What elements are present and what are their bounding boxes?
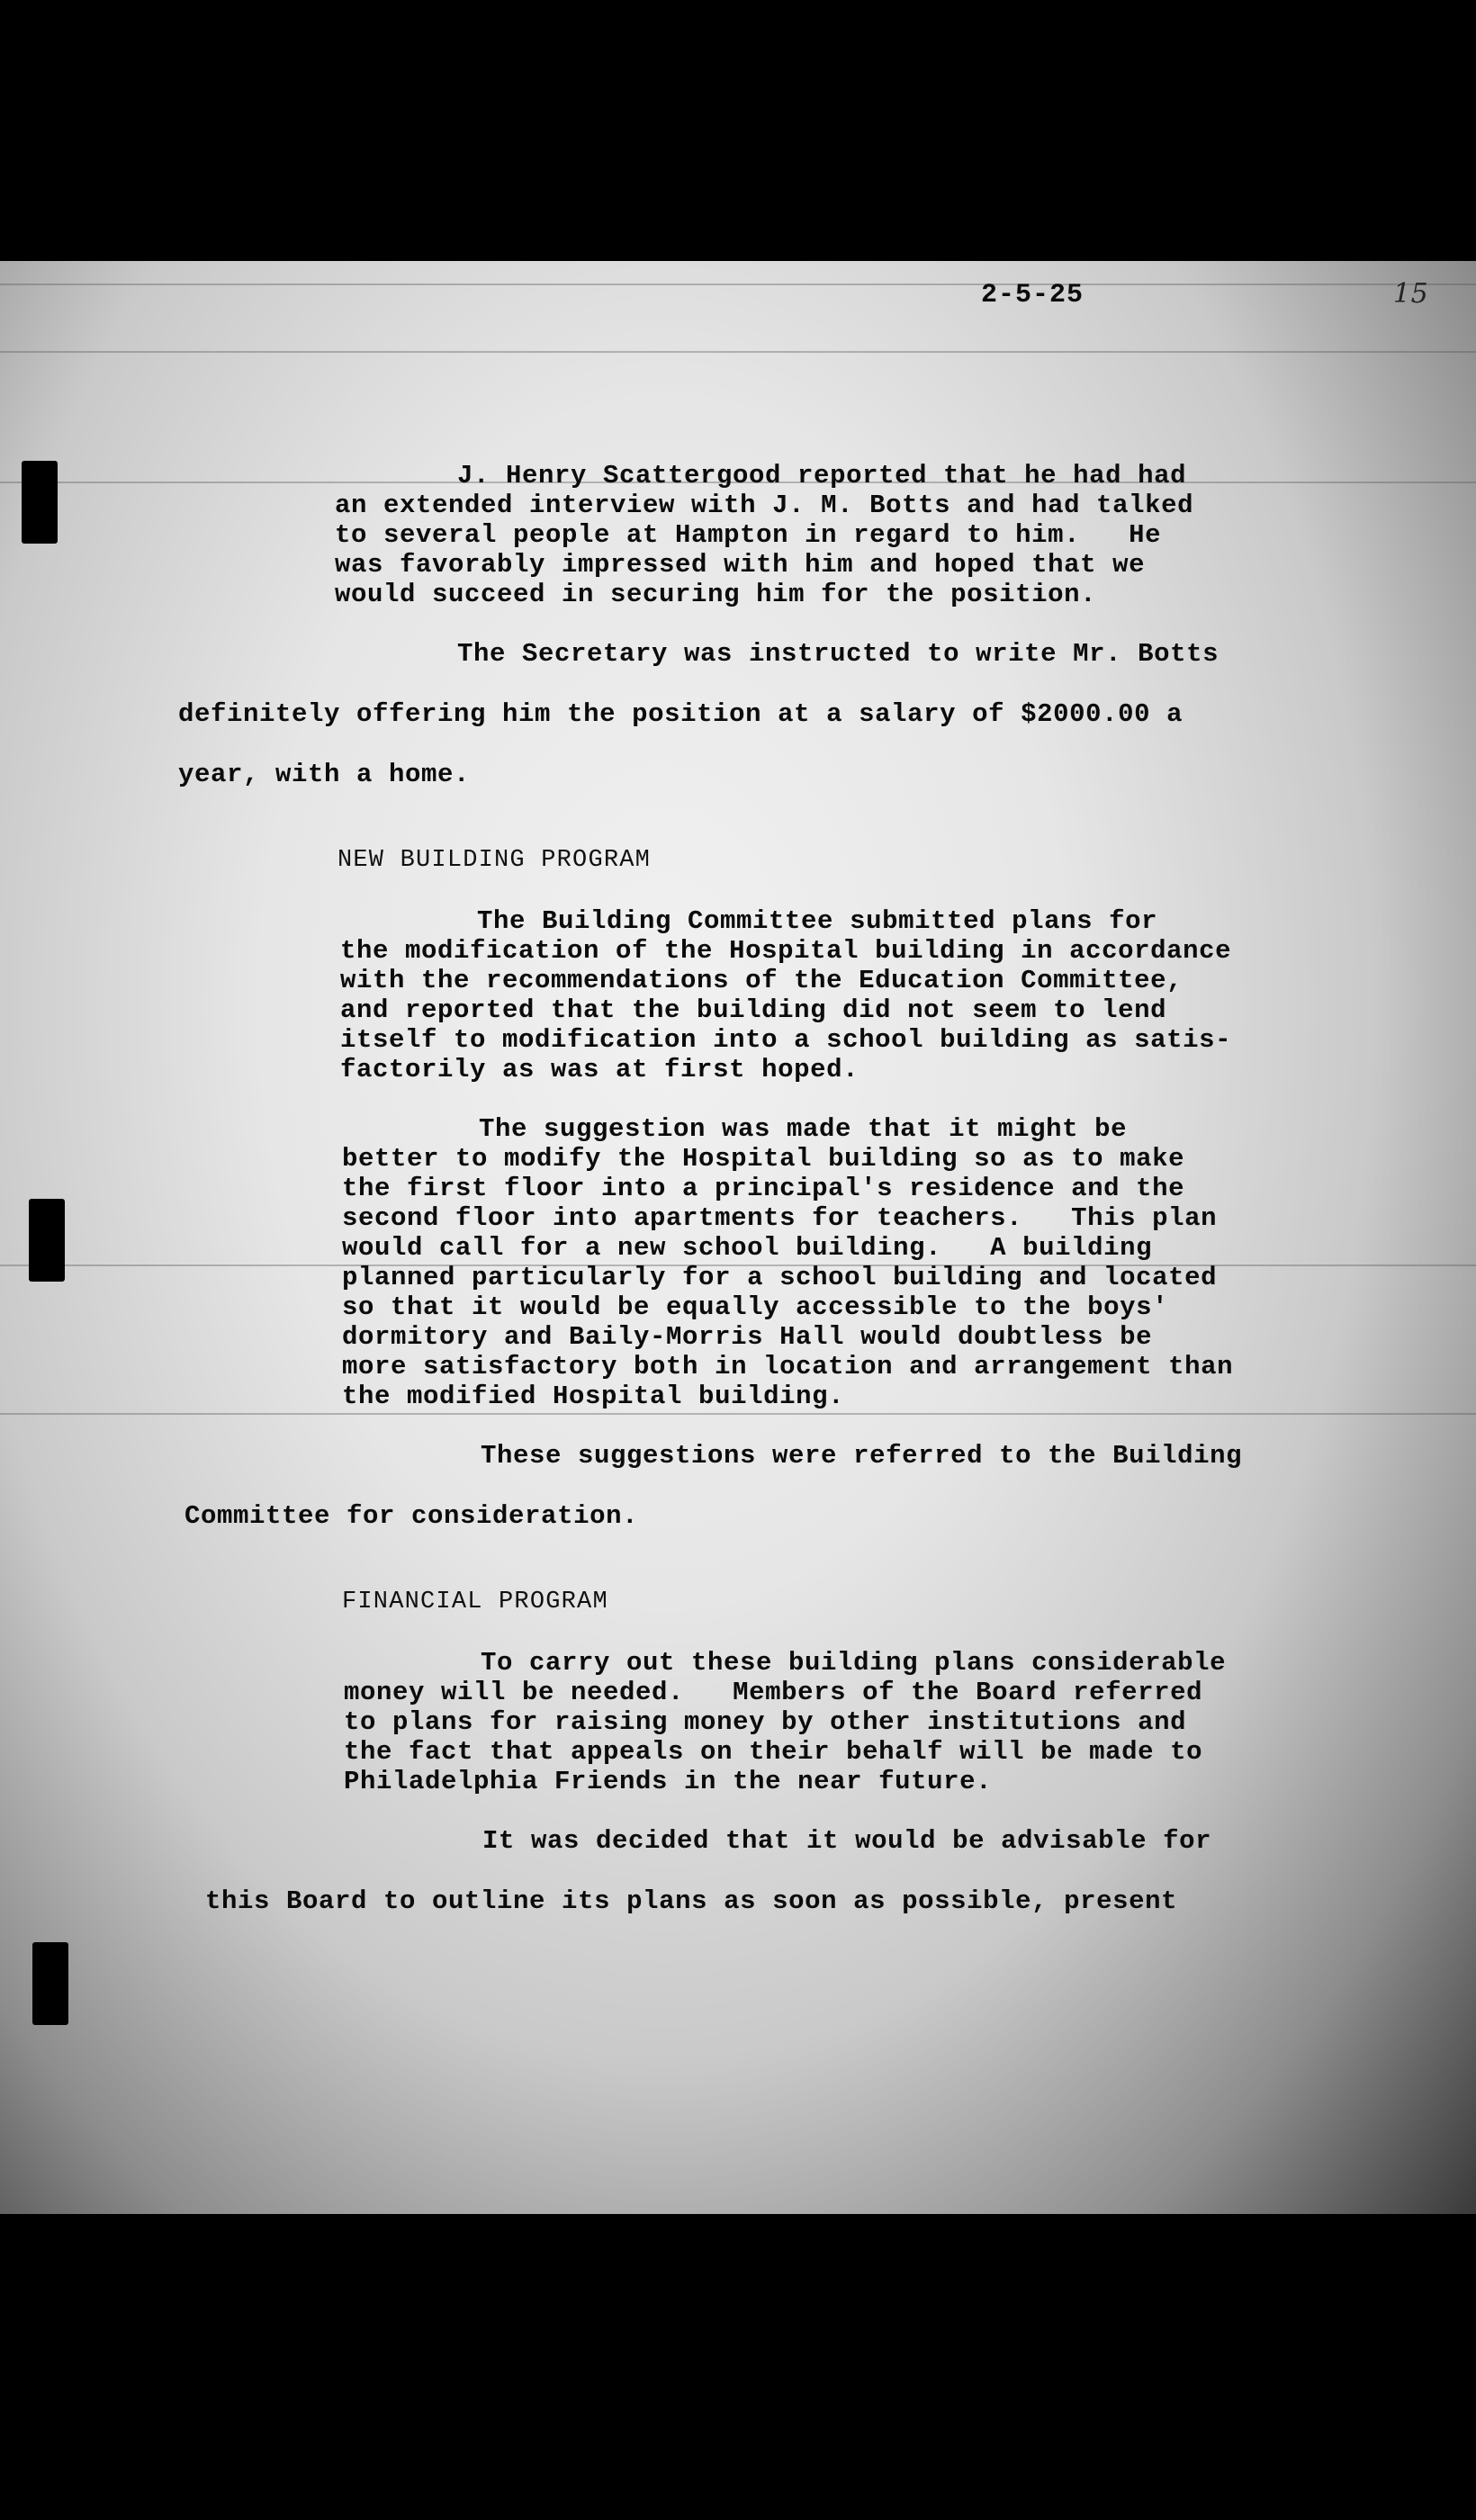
document-page (0, 261, 1476, 2214)
document-date: 2-5-25 (981, 280, 1084, 310)
scan-line (0, 1413, 1476, 1415)
scan-line (0, 351, 1476, 353)
scan-line (0, 284, 1476, 285)
text-line: To carry out these building plans considerable (481, 1648, 1227, 1678)
text-line: factorily as was at first hoped. (340, 1055, 860, 1084)
text-line: Philadelphia Friends in the near future. (344, 1767, 993, 1796)
text-line: and reported that the building did not seem to lend (340, 995, 1167, 1025)
text-line: definitely offering him the position at a salary of $2000.00 a (178, 699, 1184, 729)
section-heading-new-building-program: NEW BUILDING PROGRAM (338, 847, 652, 874)
page-number: 15 (1393, 278, 1429, 310)
film-edge-mark (22, 461, 58, 544)
text-line: itself to modification into a school building as satis- (340, 1025, 1232, 1055)
text-line: to several people at Hampton in regard to him. He (335, 520, 1162, 550)
text-line: money will be needed. Members of the Board referred (344, 1678, 1203, 1707)
text-line: to plans for raising money by other institutions and (344, 1707, 1187, 1737)
text-line: so that it would be equally accessible to the boys' (342, 1292, 1169, 1322)
text-line: It was decided that it would be advisable for (482, 1826, 1212, 1856)
text-line: better to modify the Hospital building so as to make (342, 1144, 1185, 1174)
text-line: this Board to outline its plans as soon as possible, present (205, 1886, 1178, 1916)
text-line: would call for a new school building. A building (342, 1233, 1153, 1263)
text-line: an extended interview with J. M. Botts and had talked (335, 490, 1194, 520)
text-line: dormitory and Baily-Morris Hall would doubtless be (342, 1322, 1153, 1352)
text-line: J. Henry Scattergood reported that he had had (457, 461, 1187, 490)
film-edge-mark (32, 1942, 68, 2025)
text-line: more satisfactory both in location and arrangement than (342, 1352, 1234, 1382)
text-line: the first floor into a principal's residence and the (342, 1174, 1185, 1203)
text-line: was favorably impressed with him and hoped that we (335, 550, 1146, 580)
text-line: Committee for consideration. (184, 1501, 639, 1531)
text-line: The Secretary was instructed to write Mr. Botts (457, 639, 1220, 669)
text-line: would succeed in securing him for the position. (335, 580, 1097, 609)
text-line: the modified Hospital building. (342, 1382, 845, 1411)
text-line: the fact that appeals on their behalf will be made to (344, 1737, 1203, 1767)
text-line: second floor into apartments for teachers. This plan (342, 1203, 1218, 1233)
text-line: year, with a home. (178, 760, 471, 789)
text-line: The Building Committee submitted plans for (477, 906, 1158, 936)
text-line: with the recommendations of the Education Committee, (340, 966, 1184, 995)
text-line: the modification of the Hospital building in accordance (340, 936, 1232, 966)
text-line: planned particularly for a school building and located (342, 1263, 1218, 1292)
text-line: The suggestion was made that it might be (479, 1114, 1128, 1144)
film-edge-mark (29, 1199, 65, 1282)
section-heading-financial-program: FINANCIAL PROGRAM (342, 1588, 608, 1616)
text-line: These suggestions were referred to the Building (481, 1441, 1243, 1471)
